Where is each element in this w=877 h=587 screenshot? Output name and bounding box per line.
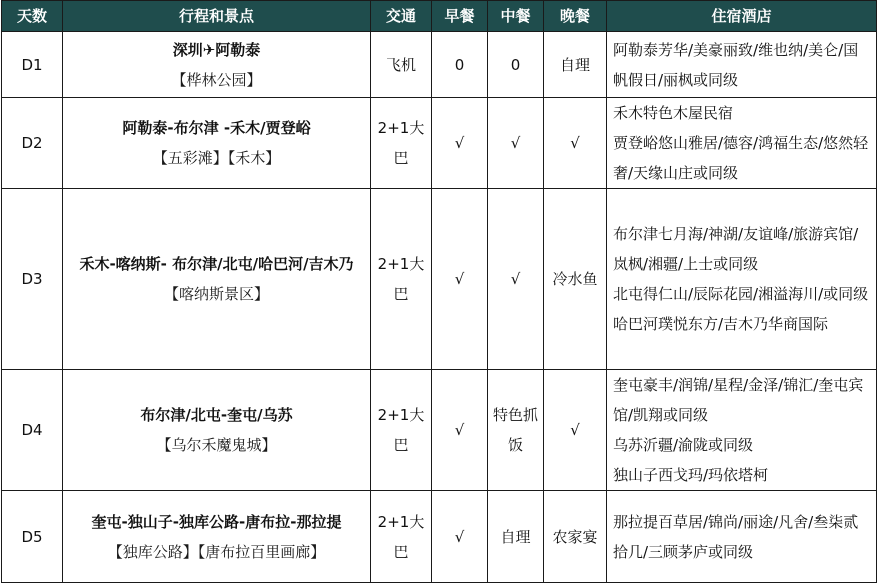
route-sights: 【乌尔禾魔鬼城】: [156, 436, 277, 454]
table-row: [2, 98, 877, 189]
breakfast-cell: √: [432, 189, 488, 370]
dinner-cell: 农家宴: [544, 491, 607, 583]
route-sights: 【五彩滩】【禾木】: [152, 149, 281, 167]
header-hotel: 住宿酒店: [607, 1, 877, 32]
hotel-cell: 奎屯豪丰/润锦/星程/金泽/锦汇/奎屯宾馆/凯翔或同级 乌苏沂疆/渝陇或同级 独山子西戈玛/玛依塔柯: [607, 370, 877, 491]
lunch-cell: √: [488, 98, 544, 189]
route-cell: [63, 491, 371, 583]
transport-cell: 2+1大巴: [371, 491, 432, 583]
table-row: [2, 32, 877, 98]
day-cell: D2: [2, 98, 63, 189]
itinerary-table: [1, 0, 877, 583]
header-breakfast: 早餐: [432, 1, 488, 32]
dinner-cell: 冷水鱼: [544, 189, 607, 370]
transport-cell: 2+1大巴: [371, 370, 432, 491]
header-row: [2, 1, 877, 32]
hotel-cell: 布尔津七月海/神湖/友谊峰/旅游宾馆/岚枫/湘疆/上士或同级 北屯得仁山/辰际花园/湘溢海川/或同级 哈巴河璞悦东方/吉木乃华商国际: [607, 189, 877, 370]
route-cell: [63, 189, 371, 370]
header-day: 天数: [2, 1, 63, 32]
dinner-cell: 自理: [544, 32, 607, 98]
day-cell: D5: [2, 491, 63, 583]
transport-cell: 2+1大巴: [371, 189, 432, 370]
breakfast-cell: 0: [432, 32, 488, 98]
dinner-cell: √: [544, 98, 607, 189]
day-cell: D1: [2, 32, 63, 98]
day-cell: D4: [2, 370, 63, 491]
route-title: 阿勒泰-布尔津 -禾木/贾登峪: [122, 119, 311, 137]
route-sights: 【桦林公园】: [171, 70, 262, 89]
route-title: 禾木-喀纳斯- 布尔津/北屯/哈巴河/吉木乃: [79, 255, 354, 273]
lunch-cell: 特色抓饭: [488, 370, 544, 491]
table-row: [2, 491, 877, 583]
route-title: 奎屯-独山子-独库公路-唐布拉-那拉提: [91, 512, 342, 531]
breakfast-cell: √: [432, 98, 488, 189]
lunch-cell: 自理: [488, 491, 544, 583]
day-cell: D3: [2, 189, 63, 370]
route-cell: [63, 98, 371, 189]
breakfast-cell: √: [432, 370, 488, 491]
lunch-cell: √: [488, 189, 544, 370]
transport-cell: 2+1大巴: [371, 98, 432, 189]
route-title: 布尔津/北屯-奎屯/乌苏: [140, 406, 293, 424]
breakfast-cell: √: [432, 491, 488, 583]
lunch-cell: 0: [488, 32, 544, 98]
header-route: 行程和景点: [63, 1, 371, 32]
hotel-cell: 阿勒泰芳华/美豪丽致/维也纳/美仑/国帆假日/丽枫或同级: [607, 32, 877, 98]
header-dinner: 晚餐: [544, 1, 607, 32]
transport-cell: 飞机: [371, 32, 432, 98]
route-sights: 【独库公路】【唐布拉百里画廊】: [107, 542, 326, 561]
hotel-cell: 那拉提百草居/锦尚/丽途/凡舍/叁柒贰拾几/三顾茅庐或同级: [607, 491, 877, 583]
route-title: 深圳✈阿勒泰: [172, 40, 261, 59]
route-cell: [63, 32, 371, 98]
route-cell: [63, 370, 371, 491]
table-row: [2, 189, 877, 370]
header-lunch: 中餐: [488, 1, 544, 32]
hotel-cell: 禾木特色木屋民宿 贾登峪悠山雅居/德容/鸿福生态/悠然轻奢/天缘山庄或同级: [607, 98, 877, 189]
table-row: [2, 370, 877, 491]
route-sights: 【喀纳斯景区】: [163, 285, 269, 303]
dinner-cell: √: [544, 370, 607, 491]
header-transport: 交通: [371, 1, 432, 32]
